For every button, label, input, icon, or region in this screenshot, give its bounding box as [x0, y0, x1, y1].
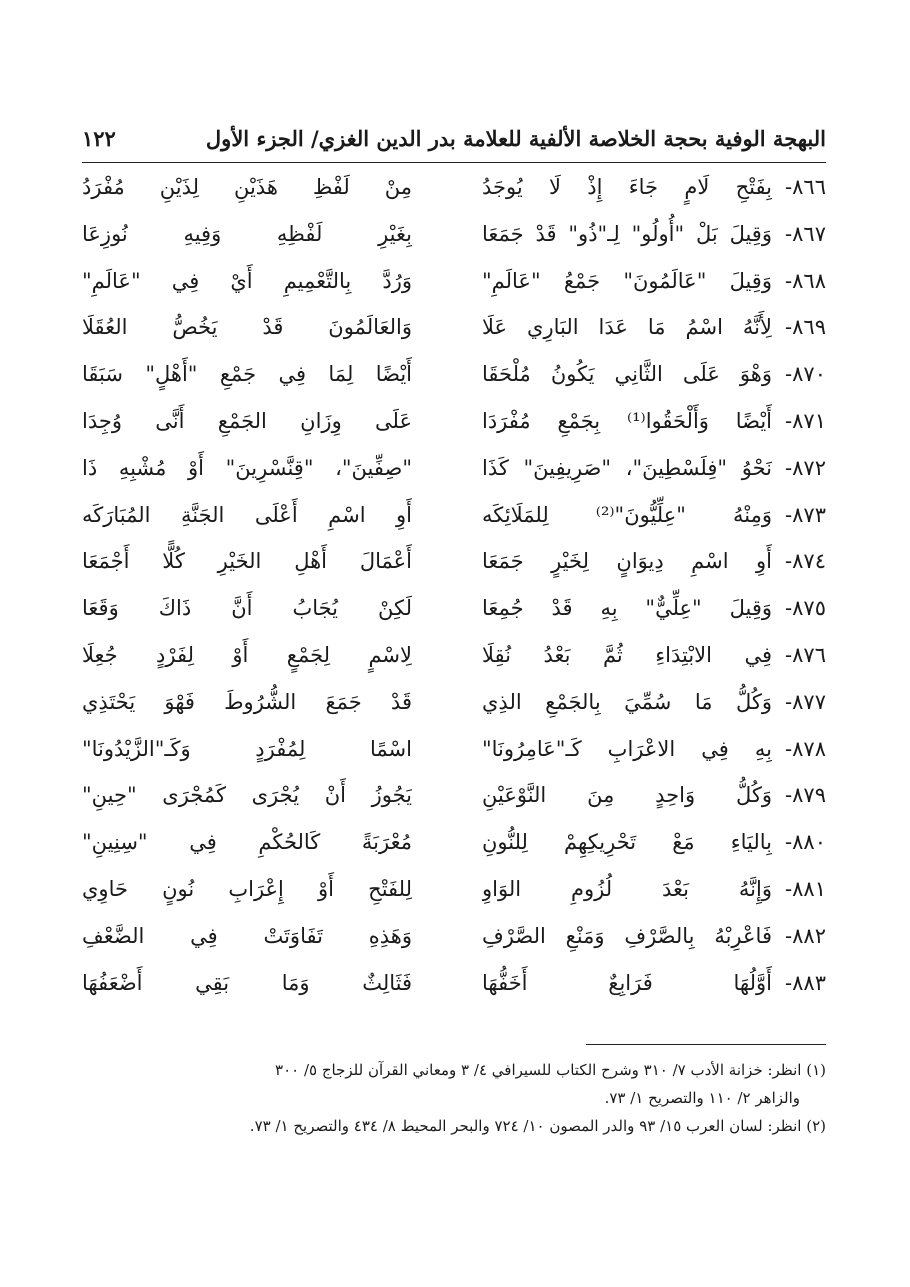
second-hemistich: أَوِ اسْمِ أَعْلَى الجَنَّةِ المُبَارَكَه — [82, 502, 412, 527]
second-hemistich: "صِفِّينَ"، "قِنَّسْرِينَ" أَوْ مُشْبِهِ ذَا — [82, 455, 412, 480]
first-hemistich: وَكُلُّ وَاحِدٍ مِنَ النَّوْعَيْنِ — [482, 783, 772, 808]
verse-row — [82, 538, 826, 585]
verse-number: ٨٧٢- — [785, 455, 826, 480]
first-hemistich: وَقِيلَ "عِلِّيٌّ" بِهِ قَدْ جُمِعَا — [482, 596, 772, 621]
second-hemistich: لِلفَتْحِ أَوْ إِعْرَابِ نُونٍ حَاوِي — [82, 876, 412, 901]
verse-row — [82, 164, 826, 211]
verse-number: ٨٧٦- — [785, 642, 826, 667]
first-hemistich: بِهِ فِي الاعْرَابِ كَـ"عَامِرُونَا" — [482, 736, 772, 761]
verse-number: ٨٧٨- — [785, 736, 826, 761]
footnote-1: (١) انظر: خزانة الأدب ٧/ ٣١٠ وشرح الكتاب للسيرافي ٤/ ٣ ومعاني القرآن للزجاج ٥/ ٣٠٠ — [275, 1061, 826, 1079]
footnotes — [82, 1056, 826, 1140]
first-hemistich: أَيْضًا وَأَلْحَقُوا⁽¹⁾ بِجَمْعِ مُفْرَدَا — [482, 408, 772, 433]
verse-row — [82, 913, 826, 960]
second-hemistich: وَالعَالَمُونَ قَدْ يَخُصُّ العُقَلَا — [82, 315, 412, 340]
footnote-2: (٢) انظر: لسان العرب ١٥/ ٩٣ والدر المصون ١٠/ ٧٢٤ والبحر المحيط ٨/ ٤٣٤ والتصريح ١/ ٧٣. — [249, 1117, 826, 1135]
verse-number: ٨٧٩- — [785, 783, 826, 808]
first-hemistich: وَإِنَّهُ بَعْدَ لُزُومِ الوَاوِ — [482, 876, 772, 901]
first-hemistich: وَقِيلَ بَلْ "أُولُو" لِـ"ذُو" قَدْ جَمَعَا — [482, 221, 772, 246]
first-hemistich: فَاعْرِبْهُ بِالصَّرْفِ وَمَنْعِ الصَّرْفِ — [482, 923, 772, 948]
second-hemistich: قَدْ جَمَعَ الشُّرُوطَ فَهْوَ يَحْتَذِي — [82, 689, 412, 714]
first-hemistich: وَكُلُّ مَا سُمِّيَ بِالجَمْعِ الذِي — [482, 689, 772, 714]
verse-number: ٨٧٥- — [785, 596, 826, 621]
verse-row — [82, 398, 826, 445]
verse-row — [82, 304, 826, 351]
verse-number: ٨٦٦- — [785, 175, 826, 199]
verse-number: ٨٧٤- — [785, 549, 826, 574]
second-hemistich: يَجُوزُ أَنْ يُجْرَى كَمُجْرَى "حِينِ" — [82, 783, 412, 808]
second-hemistich: اسْمًا لِمُفْرَدٍ وَكَـ"الزَّيْدُونَا" — [82, 736, 412, 761]
first-hemistich: وَمِنْهُ "عِلِّيُّونَ"⁽²⁾ لِلمَلَائِكَه — [482, 502, 772, 527]
first-hemistich: أَوَّلُهَا فَرَابِعٌ أَخَفُّهَا — [482, 970, 772, 995]
second-hemistich: أَعْمَالَ أَهْلِ الخَيْرِ كُلًّا أَجْمَعَا — [82, 549, 412, 574]
second-hemistich: بِغَيْرِ لَفْظِهِ وَفِيهِ نُوزِعَا — [82, 221, 412, 246]
first-hemistich: فِي الابْتِدَاءِ ثُمَّ بَعْدُ نُقِلَا — [482, 642, 772, 667]
first-hemistich: بِاليَاءِ مَعْ تَحْرِيكِهِمْ لِلنُّونِ — [482, 830, 772, 855]
first-hemistich: بِفَتْحِ لَامٍ جَاءَ إِذْ لَا يُوجَدُ — [482, 175, 772, 199]
verse-row — [82, 351, 826, 398]
verse-number: ٨٨٢- — [785, 923, 826, 948]
verse-list — [82, 164, 826, 1006]
verse-number: ٨٨١- — [785, 876, 826, 901]
footnote-divider — [586, 1044, 826, 1045]
second-hemistich: مِنْ لَفْظِ هَذَيْنِ لِذَيْنِ مُفْرَدُ — [82, 175, 412, 199]
first-hemistich: نَحْوُ "فِلَسْطِينَ"، "صَرِيفِينَ" كَذَا — [482, 455, 772, 480]
verse-row — [82, 445, 826, 492]
verse-number: ٨٦٨- — [785, 268, 826, 293]
second-hemistich: لَكِنْ يُجَابُ أَنَّ ذَاكَ وَقَعَا — [82, 596, 412, 621]
page-number: ١٢٢ — [82, 126, 116, 151]
first-hemistich: وَهْوَ عَلَى الثَّانِي يَكُونُ مُلْحَقَا — [482, 362, 772, 387]
second-hemistich: عَلَى وِزَانِ الجَمْعِ أَنَّى وُجِدَا — [82, 408, 412, 433]
first-hemistich: لِأَنَّهُ اسْمُ مَا عَدَا البَارِي عَلَا — [482, 315, 772, 340]
verse-number: ٨٧٠- — [785, 362, 826, 387]
verse-number: ٨٦٩- — [785, 315, 826, 340]
first-hemistich: أَوِ اسْمِ دِيوَانٍ لِخَيْرٍ جَمَعَا — [482, 549, 772, 574]
verse-row — [82, 772, 826, 819]
second-hemistich: مُعْرَبَةً كَالحُكْمِ فِي "سِنِينِ" — [82, 830, 412, 855]
second-hemistich: فَثَالِثٌ وَمَا بَقِي أَضْعَفُهَا — [82, 970, 412, 995]
verse-row — [82, 211, 826, 258]
second-hemistich: وَرُدَّ بِالتَّعْمِيمِ أَيْ فِي "عَالَمِ" — [82, 268, 412, 293]
verse-number: ٨٧١- — [785, 408, 826, 433]
second-hemistich: لِاسْمٍ لِجَمْعٍ أَوْ لِفَرْدٍ جُعِلَا — [82, 642, 412, 667]
verse-row — [82, 492, 826, 539]
verse-number: ٨٧٧- — [785, 689, 826, 714]
verse-number: ٨٧٣- — [785, 502, 826, 527]
first-hemistich: وَقِيلَ "عَالَمُونَ" جَمْعُ "عَالَمِ" — [482, 268, 772, 293]
second-hemistich: وَهَذِهِ تَفَاوَتَتْ فِي الضَّعْفِ — [82, 923, 412, 948]
verse-row — [82, 632, 826, 679]
verse-row — [82, 819, 826, 866]
verse-row — [82, 679, 826, 726]
running-title: البهجة الوفية بحجة الخلاصة الألفية للعلامة بدر الدين الغزي/ الجزء الأول — [205, 126, 826, 151]
verse-number: ٨٨٣- — [785, 970, 826, 995]
verse-number: ٨٦٧- — [785, 221, 826, 246]
verse-row — [82, 866, 826, 913]
verse-number: ٨٨٠- — [785, 830, 826, 855]
footnote-1-continuation: والزاهر ٢/ ١١٠ والتصريح ١/ ٧٣. — [604, 1089, 800, 1107]
second-hemistich: أَيْضًا لِمَا فِي جَمْعِ "أَهْلٍ" سَبَقَا — [82, 362, 412, 387]
verse-row — [82, 726, 826, 773]
verse-row — [82, 585, 826, 632]
verse-row — [82, 960, 826, 1007]
verse-row — [82, 258, 826, 305]
page-header — [82, 120, 826, 163]
